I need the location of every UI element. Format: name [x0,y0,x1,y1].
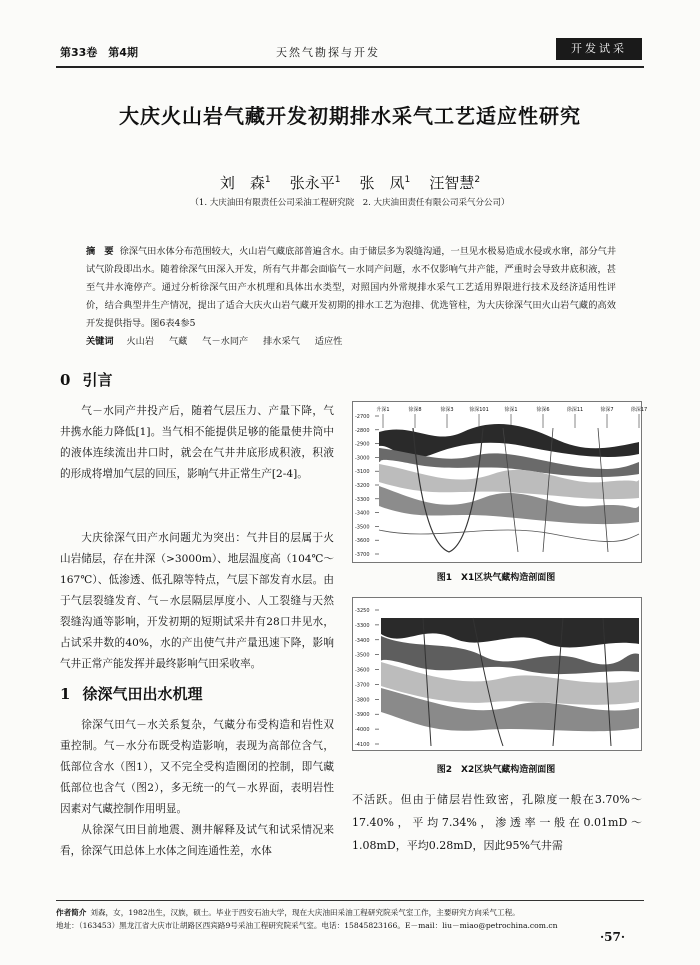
paper-title: 大庆火山岩气藏开发初期排水采气工艺适应性研究 [119,104,581,128]
well-label: 徐深8 [408,407,422,413]
author-name: 张永平 [289,174,335,192]
well-label: 升深1 [376,407,390,413]
depth-tick-label: -2900 [355,441,370,448]
footnote-rule [56,900,644,901]
depth-tick-label: -3600 [355,538,370,545]
depth-tick-label: -3700 [355,552,370,558]
section-heading-mechanism [60,683,202,704]
depth-tick-label: -3900 [355,712,370,719]
author-name: 刘 森 [219,174,265,192]
mechanism-paragraph-2: 从徐深气田目前地震、测井解释及试气和试采情况来看，徐深气田总体上水体之间连通性差，水体 [60,824,334,857]
affiliation: （1. 大庆油田有限责任公司采油工程研究院 2. 大庆油田责任有限公司采气分公司） [190,198,510,208]
depth-tick-label: -3300 [355,496,370,503]
fig1-well-labels [376,406,647,428]
author-sup: 1 [334,175,341,185]
header-rule [56,66,644,68]
fig1-depth-axis [355,414,379,558]
depth-tick-label: -3250 [355,608,370,614]
well-label: 徐深3 [440,407,454,413]
author-sup: 1 [404,175,411,185]
keywords-label: 关键词 [86,336,114,347]
journal-name: 天然气勘探与开发 [276,46,380,59]
abstract-label: 摘 要 [86,246,114,257]
mechanism-paragraph-1: 徐深气田气－水关系复杂，气藏分布受构造和岩性双重控制。气－水分布既受构造影响，表现为高部位含气，低部位含水（图1），又不完全受构造圈闭的控制，即气藏低部位也含气（图2），多无统一的气－水界面，表明岩性因素对气藏控制作用明显。 [60,719,334,815]
footnote-address: 地址：（163453）黑龙江省大庆市让胡路区西宾路9号采油工程研究院采气室。电话：15845823166。E－mail：liu－miao@petrochina.com.cn [56,921,558,930]
well-label: 徐深1 [504,407,518,413]
keyword: 气－水同产 [202,336,249,347]
depth-tick-label: -3800 [355,697,370,704]
depth-tick-label: -3600 [355,667,370,674]
depth-tick-label: -3300 [355,622,370,629]
well-label: 徐深7 [600,407,614,413]
journal-volume: 第33卷 第4期 [60,46,138,59]
depth-tick-label: -3500 [355,652,370,659]
figure-1-cross-section [352,401,648,563]
section-number: 0 [60,371,71,389]
depth-tick-label: -3400 [355,510,370,517]
author-sup: 1 [264,175,271,185]
depth-tick-label: -3000 [355,455,370,462]
stratum-boundary [379,530,639,542]
keyword: 排水采气 [263,336,300,347]
depth-tick-label: -3100 [355,469,370,476]
keyword: 气藏 [168,336,188,347]
gas-layer [381,618,639,647]
section-title: 徐深气田出水机理 [82,685,203,703]
section-number: 1 [60,685,71,703]
well-label: 徐深17 [630,407,648,413]
footnote-label: 作者简介 [56,908,87,917]
keyword: 火山岩 [126,336,155,347]
well-label: 徐深6 [536,407,550,413]
fig2-depth-axis [355,608,379,748]
depth-tick-label: -3500 [355,524,370,531]
right-column-paragraph: 不活跃。但由于储层岩性致密，孔隙度一般在3.70%～17.40%，平均7.34%，渗透率一般在0.01mD～1.08mD，平均0.28mD，因此95%气井需 [352,793,642,852]
depth-tick-label: -2700 [355,414,370,420]
depth-tick-label: -3400 [355,637,370,644]
section-heading-intro [60,369,112,390]
depth-tick-label: -4100 [355,742,370,748]
figure-2-cross-section [352,597,642,751]
author-name: 张 凤 [359,174,405,192]
author-sup: 2 [474,175,481,185]
author-footnote [56,906,646,932]
figure-1-caption: 图1 X1区块气藏构造剖面图 [436,573,556,583]
well-label: 徐深101 [469,407,489,413]
author-name: 汪智慧 [429,174,475,192]
section-title: 引言 [82,371,113,389]
intro-paragraph-1: 气－水同产井投产后，随着气层压力、产量下降，气井携水能力降低[1]。当气相不能提供足够的能量使井筒中的液体连续流出井口时，就会在气井井底形成积液，积液的形成将增加气层的回压，影响气井正常生产[2-4]。 [60,405,334,480]
abstract-text: 徐深气田水体分布范围较大，火山岩气藏底部普遍含水。由于储层多为裂缝沟通，一旦见水极易造成水侵或水窜，部分气井试气阶段即出水。随着徐深气田深入开发，所有气井都会面临气－水同产问题，水不仅影响气井产能，严重时会导致井底积液，甚至气井水淹停产。通过分析徐深气田产水机理和具体出水类型，对照国内外常规排水采气工艺适用界限进行技术及经济适用性评价，结合典型井生产情况，提出了适合大庆火山岩气藏开发初期的排水工艺为泡排、优选管柱，为大庆徐深气田火山岩气藏的高效开发提供指导。图6表4参5 [86,246,617,329]
depth-tick-label: -4000 [355,727,370,734]
keywords [86,333,616,347]
page-number: ·57· [600,930,626,944]
footnote-text: 刘森，女，1982出生，汉族，硕士。毕业于西安石油大学，现在大庆油田采油工程研究院采气室工作，主要研究方向采气工程。 [90,908,520,917]
depth-tick-label: -3200 [355,483,370,489]
figure-2-caption: 图2 X2区块气藏构造剖面图 [436,765,556,775]
depth-tick-label: -2800 [355,427,370,434]
section-tag: 开发试采 [556,38,642,60]
depth-tick-label: -3700 [355,682,370,689]
abstract [86,243,616,333]
well-label: 徐深11 [566,407,584,413]
intro-paragraph-2: 大庆徐深气田产水问题尤为突出：气井目的层属于火山岩储层，存在井深（>3000m）、地层温度高（104℃～167℃）、低渗透、低孔隙等特点，气层下部发育水层。由于气层裂缝发育、气－水层隔层厚度小、人工裂缝与天然裂缝沟通等影响，开发初期的短期试采井有28口井见水，占试采井数的40%，水的产出使气井产量迅速下降，影响气井正常产能发挥并最终影响气田采收率。 [60,532,334,670]
keyword: 适应性 [314,336,343,347]
author-list [40,172,660,193]
